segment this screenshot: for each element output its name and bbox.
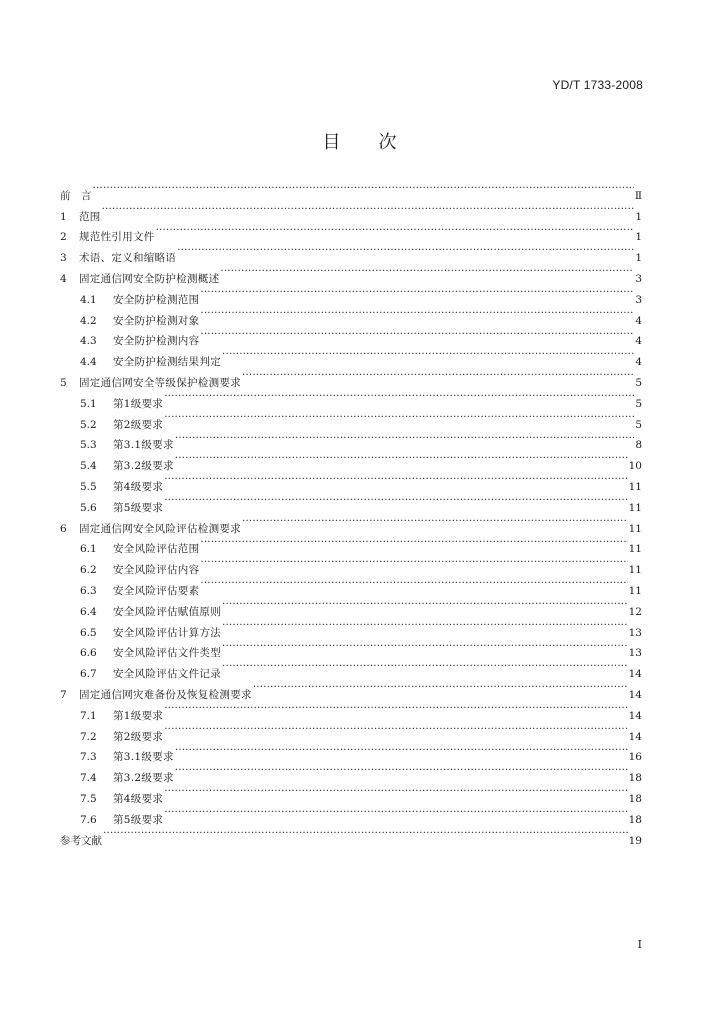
toc-entry-page: 4 xyxy=(635,356,642,369)
toc-entry-title: 术语、定义和缩略语 xyxy=(79,252,177,265)
toc-entry-title: 安全风险评估计算方法 xyxy=(113,626,221,639)
toc-entry-number: 5.4 xyxy=(80,460,97,473)
toc-entry-page: 4 xyxy=(635,314,642,327)
toc-entry-number: 6.7 xyxy=(80,668,97,681)
toc-entry-title: 第3.2级要求 xyxy=(113,772,174,785)
toc-dot-leader xyxy=(164,407,634,428)
toc-entry-page: 18 xyxy=(628,772,642,785)
toc-dot-leader xyxy=(164,719,627,740)
toc-entry-number: 5.2 xyxy=(80,418,97,431)
toc-entry-title: 第3.1级要求 xyxy=(113,439,174,452)
toc-entry-title: 固定通信网安全风险评估检测要求 xyxy=(79,522,241,535)
toc-entry-number: 4.3 xyxy=(80,335,97,348)
toc-entry-page: 1 xyxy=(635,231,642,244)
toc-entry[interactable] xyxy=(60,178,642,202)
toc-entry-title: 第1级要求 xyxy=(113,397,164,410)
toc-entry-page: 19 xyxy=(628,834,642,847)
toc-entry-title: 安全风险评估文件记录 xyxy=(113,668,221,681)
toc-entry-title: 范围 xyxy=(79,210,101,223)
toc-entry-number: 7.6 xyxy=(80,813,97,826)
toc-entry-number: 6.2 xyxy=(80,564,97,577)
toc-dot-leader xyxy=(242,511,628,532)
toc-entry-page: 3 xyxy=(635,272,642,285)
toc-entry-page: 11 xyxy=(628,564,642,577)
toc-entry-title: 第4级要求 xyxy=(113,792,164,805)
toc-entry-page: 13 xyxy=(628,647,642,660)
toc-dot-leader xyxy=(200,573,627,594)
toc-dot-leader xyxy=(200,552,627,573)
toc-entry-number: 7.2 xyxy=(80,730,97,743)
toc-entry-number: 6.1 xyxy=(80,543,97,556)
toc-dot-leader xyxy=(164,490,627,511)
toc-entry-title: 第3.2级要求 xyxy=(113,460,174,473)
toc-entry-page: 14 xyxy=(628,730,642,743)
toc-dot-leader xyxy=(222,615,628,636)
toc-entry-title: 安全防护检测内容 xyxy=(113,335,200,348)
toc-entry-title: 安全风险评估赋值原则 xyxy=(113,605,221,618)
toc-entry-title: 安全风险评估范围 xyxy=(113,543,200,556)
toc-entry-number: 6 xyxy=(60,522,67,535)
toc-entry-title: 规范性引用文件 xyxy=(79,231,155,244)
toc-dot-leader xyxy=(164,802,627,823)
toc-dot-leader xyxy=(200,532,627,553)
toc-dot-leader xyxy=(93,178,634,199)
toc-entry-page: 16 xyxy=(628,751,642,764)
toc-entry-number: 4.2 xyxy=(80,314,97,327)
toc-entry-page: 11 xyxy=(628,480,642,493)
toc-dot-leader xyxy=(177,240,634,261)
toc-dot-leader xyxy=(253,677,628,698)
toc-entry-page: 1 xyxy=(635,252,642,265)
toc-entry-number: 7.5 xyxy=(80,792,97,805)
toc-entry[interactable] xyxy=(60,823,642,847)
toc-entry-title: 第1级要求 xyxy=(113,709,164,722)
toc-entry-page: 5 xyxy=(635,397,642,410)
toc-entry-title: 安全风险评估内容 xyxy=(113,564,200,577)
toc-entry-number: 5.1 xyxy=(80,397,97,410)
toc-entry-title: 第5级要求 xyxy=(113,501,164,514)
toc-entry-title: 第2级要求 xyxy=(113,730,164,743)
toc-entry-page: 14 xyxy=(628,688,642,701)
toc-entry-number: 3 xyxy=(60,252,67,265)
toc-dot-leader xyxy=(220,261,634,282)
toc-entry-number: 5.5 xyxy=(80,480,97,493)
toc-entry-page: 18 xyxy=(628,813,642,826)
toc-entry-page: 1 xyxy=(635,210,642,223)
toc-entry-page: 11 xyxy=(628,501,642,514)
toc-dot-leader xyxy=(242,365,634,386)
toc-dot-leader xyxy=(222,636,628,657)
toc-entry-title: 第3.1级要求 xyxy=(113,751,174,764)
document-code: YD/T 1733-2008 xyxy=(552,78,643,92)
toc-entry-number: 6.4 xyxy=(80,605,97,618)
toc-entry-number: 4 xyxy=(60,272,67,285)
toc-title xyxy=(0,128,719,154)
toc-dot-leader xyxy=(222,344,634,365)
toc-dot-leader xyxy=(200,282,634,303)
toc-entry-number: 6.5 xyxy=(80,626,97,639)
toc-entry-title: 第4级要求 xyxy=(113,480,164,493)
toc-dot-leader xyxy=(175,448,628,469)
toc-entry-page: 8 xyxy=(635,439,642,452)
toc-dot-leader xyxy=(175,428,635,449)
toc-dot-leader xyxy=(200,303,634,324)
toc-entry-number: 4.1 xyxy=(80,293,97,306)
toc-entry-title: 安全防护检测对象 xyxy=(113,314,200,327)
toc-entry-title: 固定通信网安全防护检测概述 xyxy=(79,272,220,285)
toc-entry-number: 4.4 xyxy=(80,356,97,369)
toc-entry-title: 安全防护检测结果判定 xyxy=(113,356,221,369)
toc-entry-number: 5.3 xyxy=(80,439,97,452)
toc-entry[interactable] xyxy=(60,220,642,244)
toc-entry-title: 固定通信网灾难备份及恢复检测要求 xyxy=(79,688,252,701)
toc-entry-number: 2 xyxy=(60,231,67,244)
toc-entry-page: 5 xyxy=(635,418,642,431)
toc-dot-leader xyxy=(156,220,635,241)
toc-entry-title: 第2级要求 xyxy=(113,418,164,431)
toc-entry-page: 11 xyxy=(628,522,642,535)
toc-entry-number: 参考文献 xyxy=(60,834,102,847)
toc-entry-number: 1 xyxy=(60,210,67,223)
toc-entry-number: 5.6 xyxy=(80,501,97,514)
toc-entry-number: 7.1 xyxy=(80,709,97,722)
toc-dot-leader xyxy=(164,781,627,802)
toc-entry-number: 7 xyxy=(60,688,67,701)
toc-entry[interactable] xyxy=(60,199,642,223)
toc-entry-title: 第5级要求 xyxy=(113,813,164,826)
toc-dot-leader xyxy=(175,740,628,761)
toc-entry-page: 5 xyxy=(635,376,642,389)
toc-entry-page: 3 xyxy=(635,293,642,306)
toc-dot-leader xyxy=(164,469,627,490)
page-number: I xyxy=(637,938,642,951)
toc-dot-leader xyxy=(164,698,627,719)
toc-entry-page: 11 xyxy=(628,543,642,556)
toc-entry-number: 7.3 xyxy=(80,751,97,764)
toc-title-part2: 次 xyxy=(378,132,397,153)
toc-entry-page: 11 xyxy=(628,584,642,597)
toc-entry-number: 5 xyxy=(60,376,67,389)
toc-entry-page: 18 xyxy=(628,792,642,805)
toc-entry-title: 安全防护检测范围 xyxy=(113,293,200,306)
toc-dot-leader xyxy=(222,656,628,677)
toc-entry-number: 6.6 xyxy=(80,647,97,660)
toc-entry-title: 安全风险评估要素 xyxy=(113,584,200,597)
toc-dot-leader xyxy=(175,760,628,781)
toc-dot-leader xyxy=(164,386,634,407)
toc-entry-page: 4 xyxy=(635,335,642,348)
toc-entry-page: Ⅱ xyxy=(634,189,642,202)
toc-entry-page: 12 xyxy=(628,605,642,618)
toc-entry-number: 前 言 xyxy=(60,189,92,202)
toc-entry-number: 6.3 xyxy=(80,584,97,597)
toc-entry-page: 14 xyxy=(628,709,642,722)
toc-entry-title: 固定通信网安全等级保护检测要求 xyxy=(79,376,241,389)
toc-entry-page: 14 xyxy=(628,668,642,681)
toc-entry-number: 7.4 xyxy=(80,772,97,785)
toc-entry-title: 安全风险评估文件类型 xyxy=(113,647,221,660)
toc-dot-leader xyxy=(222,594,628,615)
toc-dot-leader xyxy=(200,324,634,345)
toc-entry-page: 13 xyxy=(628,626,642,639)
toc-entry-page: 10 xyxy=(628,460,642,473)
toc-title-part1: 目 xyxy=(322,132,341,153)
toc-dot-leader xyxy=(102,199,635,220)
table-of-contents xyxy=(60,178,642,847)
toc-dot-leader xyxy=(103,823,628,844)
